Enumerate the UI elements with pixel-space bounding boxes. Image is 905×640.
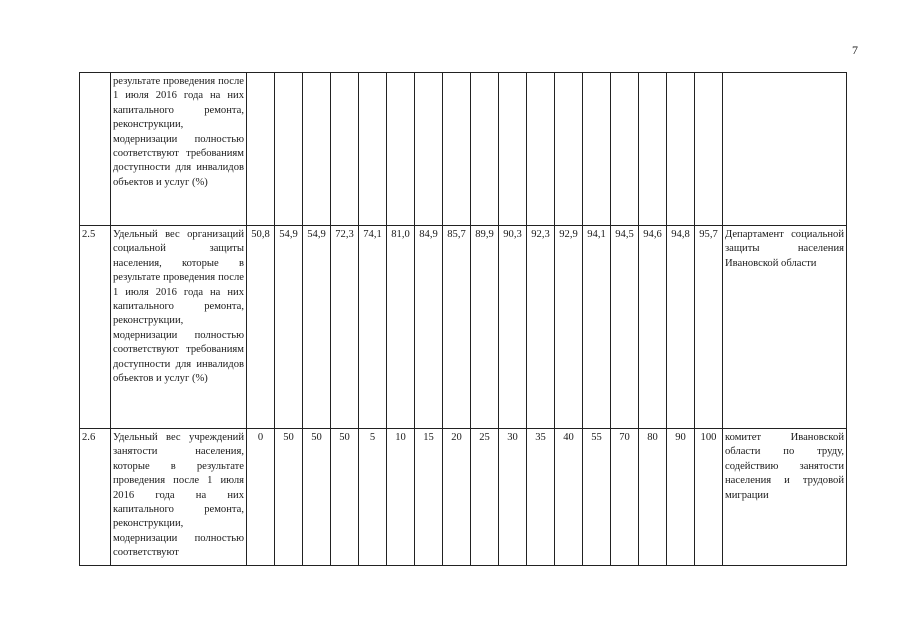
value-cell: 55 (583, 429, 611, 566)
value-cell (247, 73, 275, 226)
value-cell (583, 73, 611, 226)
value-cell: 92,9 (555, 226, 583, 429)
value-cell (443, 73, 471, 226)
responsible-body-cell: комитет Ивановской области по труду, содействию занятости населения и трудовой миграции (723, 429, 847, 566)
value-cell: 0 (247, 429, 275, 566)
value-cell: 50 (275, 429, 303, 566)
value-cell: 92,3 (527, 226, 555, 429)
value-cell (303, 73, 331, 226)
value-cell: 72,3 (331, 226, 359, 429)
value-cell: 5 (359, 429, 387, 566)
page-number: 7 (852, 43, 858, 57)
table-body (80, 73, 847, 566)
value-cell: 50,8 (247, 226, 275, 429)
value-cell: 70 (611, 429, 639, 566)
value-cell: 54,9 (303, 226, 331, 429)
value-cell (499, 73, 527, 226)
value-cell: 89,9 (471, 226, 499, 429)
row-number-cell: 2.5 (80, 226, 111, 429)
responsible-body-cell (723, 73, 847, 226)
table-row (80, 226, 847, 429)
value-cell: 94,5 (611, 226, 639, 429)
value-cell: 85,7 (443, 226, 471, 429)
value-cell: 10 (387, 429, 415, 566)
value-cell: 90 (667, 429, 695, 566)
value-cell (275, 73, 303, 226)
value-cell (387, 73, 415, 226)
value-cell: 25 (471, 429, 499, 566)
value-cell (639, 73, 667, 226)
value-cell (527, 73, 555, 226)
value-cell: 84,9 (415, 226, 443, 429)
value-cell: 94,6 (639, 226, 667, 429)
row-number-cell: 2.6 (80, 429, 111, 566)
indicator-description-cell: результате проведения после 1 июля 2016 года на них капитального ремонта, реконструкции, модернизации полностью соответствуют требованиям доступности для инвалидов объектов и услуг (%) (111, 73, 247, 226)
value-cell: 81,0 (387, 226, 415, 429)
value-cell: 40 (555, 429, 583, 566)
indicator-description-cell: Удельный вес организаций социальной защиты населения, которые в результате проведения после 1 июля 2016 года на них капитального ремонта, реконструкции, модернизации полностью соответствуют требованиям доступности для инвалидов объектов и услуг (%) (111, 226, 247, 429)
value-cell: 95,7 (695, 226, 723, 429)
table-row (80, 429, 847, 566)
value-cell (695, 73, 723, 226)
value-cell (415, 73, 443, 226)
value-cell: 90,3 (499, 226, 527, 429)
value-cell: 100 (695, 429, 723, 566)
value-cell: 15 (415, 429, 443, 566)
row-number-cell (80, 73, 111, 226)
value-cell: 94,1 (583, 226, 611, 429)
value-cell: 20 (443, 429, 471, 566)
indicator-description-cell: Удельный вес учреждений занятости населения, которые в результате проведения после 1 июля 2016 года на них капитального ремонта, реконструкции, модернизации полностью соответствуют (111, 429, 247, 566)
table-row (80, 73, 847, 226)
indicators-table (79, 72, 847, 566)
value-cell: 35 (527, 429, 555, 566)
value-cell: 30 (499, 429, 527, 566)
value-cell (331, 73, 359, 226)
value-cell: 54,9 (275, 226, 303, 429)
value-cell: 74,1 (359, 226, 387, 429)
value-cell: 94,8 (667, 226, 695, 429)
value-cell (611, 73, 639, 226)
value-cell: 80 (639, 429, 667, 566)
value-cell (667, 73, 695, 226)
value-cell: 50 (331, 429, 359, 566)
responsible-body-cell: Департамент социальной защиты населения Ивановской области (723, 226, 847, 429)
value-cell: 50 (303, 429, 331, 566)
value-cell (359, 73, 387, 226)
value-cell (555, 73, 583, 226)
value-cell (471, 73, 499, 226)
